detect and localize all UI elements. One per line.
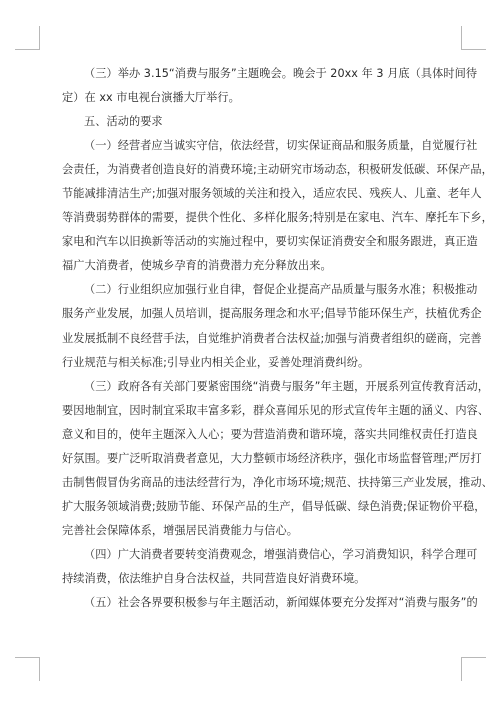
text-line: 扩大服务领域消费;鼓励节能、环保产品的生产，倡导低碳、绿色消费;保证物价平稳，	[62, 499, 486, 513]
text-line: 意义和目的，使年主题深入人心；要为营造消费和谐环境，落实共同维权责任打造良	[62, 427, 478, 441]
paragraph-requirement-3	[62, 375, 493, 543]
text-line: 业发展抵制不良经营手法，自觉维护消费者合法权益;加强与消费者组织的磋商，完善	[62, 331, 482, 345]
text-line: 定）在 xx 市电视台演播大厅举行。	[62, 91, 240, 105]
text-line: 行业规范与相关标准;引导业内相关企业，妥善处理消费纠纷。	[62, 355, 370, 369]
section-heading-text: 五、活动的要求	[84, 115, 163, 129]
text-line: （二）行业组织应加强行业自律，督促企业提高产品质量与服务水准；积极推动	[84, 283, 478, 297]
text-line: 击制售假冒伪劣商品的违法经营行为，净化市场环境;规范、扶持第三产业发展，推动、	[62, 475, 493, 489]
paragraph-event-3-15-gala	[62, 62, 478, 110]
text-line: 家电和汽车以旧换新等活动的实施过程中，要切实保证消费安全和服务跟进，真正造	[62, 235, 478, 249]
text-line: （三）政府各有关部门要紧密围绕“消费与服务”年主题，开展系列宣传教育活动，	[84, 379, 490, 393]
text-line: （五）社会各界要积极参与年主题活动，新闻媒体要充分发挥对“消费与服务”的	[84, 596, 478, 610]
text-line: 好氛围。要广泛听取消费者意见，大力整顿市场经济秩序，强化市场监督管理;严厉打	[62, 451, 482, 465]
text-line: 持续消费，依法维护自身合法权益，共同营造良好消费环境。	[62, 571, 366, 585]
text-line: 会责任，为消费者创造良好的消费环境;主动研究市场动态，积极研发低碳、环保产品，	[62, 163, 493, 177]
text-line: 要因地制宜，因时制宜采取丰富多彩，群众喜闻乐见的形式宣传年主题的涵义、内容、	[62, 403, 490, 417]
text-line: 节能减排清洁生产;加强对服务领域的关注和投入，适应农民、残疾人、儿童、老年人	[62, 187, 482, 201]
section-heading	[62, 110, 447, 134]
crop-mark-top-left-horizontal	[15, 49, 40, 50]
text-line: 等消费弱势群体的需要，提供个性化、多样化服务;特别是在家电、汽车、摩托车下乡，	[62, 211, 493, 225]
document-body	[62, 62, 493, 615]
text-line: （四）广大消费者要转变消费观念，增强消费信心，学习消费知识，科学合理可	[84, 547, 478, 561]
paragraph-requirement-2	[62, 278, 482, 374]
text-line: 服务产业发展，加强人员培训，提高服务理念和水平;倡导节能环保生产，扶植优秀企	[62, 307, 482, 321]
crop-mark-bottom-right-vertical	[461, 657, 462, 681]
text-line: 福广大消费者，使城乡孕育的消费潜力充分释放出来。	[62, 259, 332, 273]
paragraph-requirement-5	[62, 591, 478, 615]
text-line: 完善社会保障体系，增强居民消费能力与信心。	[62, 523, 298, 537]
crop-mark-top-right-vertical	[461, 26, 462, 50]
crop-mark-bottom-left-horizontal	[15, 657, 40, 658]
text-line: （三）举办 3.15“消费与服务”主题晚会。晚会于 20xx 年 3 月底（具体时间待	[84, 67, 478, 80]
crop-mark-top-right-horizontal	[461, 49, 486, 50]
paragraph-requirement-1	[62, 134, 493, 278]
paragraph-requirement-4	[62, 543, 478, 591]
crop-mark-bottom-left-vertical	[39, 657, 40, 681]
crop-mark-top-left-vertical	[39, 26, 40, 50]
text-line: （一）经营者应当诚实守信，依法经营，切实保证商品和服务质量，自觉履行社	[84, 139, 478, 153]
crop-mark-bottom-right-horizontal	[461, 657, 486, 658]
